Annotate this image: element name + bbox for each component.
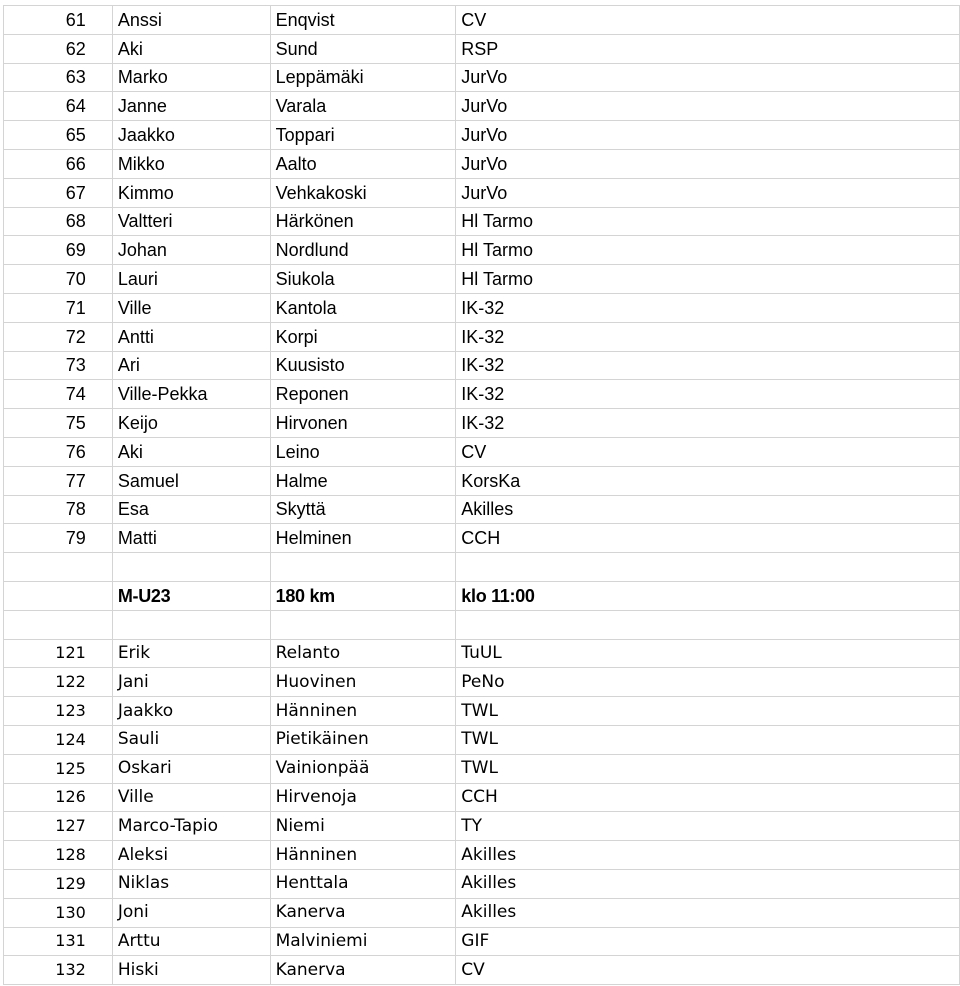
- club-cell[interactable]: Akilles: [456, 869, 960, 898]
- first-name-cell[interactable]: Keijo: [112, 409, 270, 438]
- club-cell[interactable]: IK-32: [456, 351, 960, 380]
- rider-row: [4, 409, 960, 438]
- first-name-cell[interactable]: Hiski: [112, 956, 270, 985]
- club-cell[interactable]: IK-32: [456, 293, 960, 322]
- last-name-cell[interactable]: Huovinen: [270, 668, 456, 697]
- club-cell[interactable]: Akilles: [456, 898, 960, 927]
- first-name-cell[interactable]: Samuel: [112, 466, 270, 495]
- club-cell[interactable]: GIF: [456, 927, 960, 956]
- start-number-cell[interactable]: 128: [4, 841, 113, 870]
- start-number-cell[interactable]: 73: [4, 351, 113, 380]
- first-name-cell[interactable]: Lauri: [112, 265, 270, 294]
- rider-row: [4, 34, 960, 63]
- club-cell[interactable]: TY: [456, 812, 960, 841]
- club-cell[interactable]: TWL: [456, 754, 960, 783]
- first-name-cell[interactable]: Anssi: [112, 6, 270, 35]
- rider-row: [4, 668, 960, 697]
- last-name-cell[interactable]: Sund: [270, 34, 456, 63]
- start-number-cell[interactable]: 61: [4, 6, 113, 35]
- club-cell[interactable]: Hl Tarmo: [456, 236, 960, 265]
- rider-row: [4, 149, 960, 178]
- start-number-cell[interactable]: 79: [4, 524, 113, 553]
- last-name-cell[interactable]: Malviniemi: [270, 927, 456, 956]
- rider-row: [4, 639, 960, 668]
- rider-row: [4, 495, 960, 524]
- first-name-cell[interactable]: Jaakko: [112, 121, 270, 150]
- last-name-cell[interactable]: Hirvonen: [270, 409, 456, 438]
- last-name-cell[interactable]: Niemi: [270, 812, 456, 841]
- last-name-cell[interactable]: Nordlund: [270, 236, 456, 265]
- first-name-cell[interactable]: Ville-Pekka: [112, 380, 270, 409]
- rider-row: [4, 754, 960, 783]
- last-name-cell[interactable]: Vehkakoski: [270, 178, 456, 207]
- first-name-cell[interactable]: Joni: [112, 898, 270, 927]
- rider-row: [4, 6, 960, 35]
- club-cell[interactable]: Hl Tarmo: [456, 207, 960, 236]
- last-name-cell[interactable]: Kantola: [270, 293, 456, 322]
- first-name-cell[interactable]: Marko: [112, 63, 270, 92]
- first-name-cell[interactable]: Sauli: [112, 725, 270, 754]
- rider-row: [4, 524, 960, 553]
- start-number-cell[interactable]: 66: [4, 149, 113, 178]
- start-number-cell[interactable]: 68: [4, 207, 113, 236]
- first-name-cell[interactable]: Kimmo: [112, 178, 270, 207]
- first-name-cell[interactable]: Valtteri: [112, 207, 270, 236]
- start-number-cell[interactable]: 132: [4, 956, 113, 985]
- class-name-cell[interactable]: M-U23: [112, 581, 270, 610]
- first-name-cell[interactable]: Matti: [112, 524, 270, 553]
- first-name-cell[interactable]: Ville: [112, 293, 270, 322]
- last-name-cell[interactable]: Henttala: [270, 869, 456, 898]
- first-name-cell[interactable]: Esa: [112, 495, 270, 524]
- club-cell[interactable]: CCH: [456, 783, 960, 812]
- last-name-cell[interactable]: Toppari: [270, 121, 456, 150]
- rider-row: [4, 725, 960, 754]
- last-name-cell[interactable]: Enqvist: [270, 6, 456, 35]
- start-number-cell[interactable]: 67: [4, 178, 113, 207]
- last-name-cell[interactable]: Kanerva: [270, 956, 456, 985]
- club-cell[interactable]: IK-32: [456, 380, 960, 409]
- club-cell[interactable]: JurVo: [456, 121, 960, 150]
- club-cell[interactable]: IK-32: [456, 322, 960, 351]
- start-number-cell[interactable]: 70: [4, 265, 113, 294]
- last-name-cell[interactable]: Leppämäki: [270, 63, 456, 92]
- rider-row: [4, 898, 960, 927]
- last-name-cell[interactable]: Helminen: [270, 524, 456, 553]
- start-number-cell[interactable]: 71: [4, 293, 113, 322]
- club-cell[interactable]: PeNo: [456, 668, 960, 697]
- start-list-sheet: [3, 5, 960, 985]
- rider-row: [4, 841, 960, 870]
- last-name-cell[interactable]: Hänninen: [270, 841, 456, 870]
- empty-cell[interactable]: [270, 610, 456, 639]
- last-name-cell[interactable]: Hirvenoja: [270, 783, 456, 812]
- last-name-cell[interactable]: Vainionpää: [270, 754, 456, 783]
- rider-row: [4, 380, 960, 409]
- first-name-cell[interactable]: Jani: [112, 668, 270, 697]
- first-name-cell[interactable]: Mikko: [112, 149, 270, 178]
- rider-row: [4, 236, 960, 265]
- rider-row: [4, 121, 960, 150]
- rider-row: [4, 178, 960, 207]
- start-number-cell[interactable]: 74: [4, 380, 113, 409]
- last-name-cell[interactable]: Halme: [270, 466, 456, 495]
- last-name-cell[interactable]: Reponen: [270, 380, 456, 409]
- empty-cell[interactable]: [270, 553, 456, 582]
- last-name-cell[interactable]: Relanto: [270, 639, 456, 668]
- rider-row: [4, 927, 960, 956]
- club-cell[interactable]: KorsKa: [456, 466, 960, 495]
- first-name-cell[interactable]: Marco-Tapio: [112, 812, 270, 841]
- club-cell[interactable]: RSP: [456, 34, 960, 63]
- class-heading-row: [4, 581, 960, 610]
- last-name-cell[interactable]: Härkönen: [270, 207, 456, 236]
- club-cell[interactable]: CCH: [456, 524, 960, 553]
- last-name-cell[interactable]: Hänninen: [270, 697, 456, 726]
- rider-row: [4, 956, 960, 985]
- rider-row: [4, 351, 960, 380]
- first-name-cell[interactable]: Aki: [112, 437, 270, 466]
- rider-row: [4, 293, 960, 322]
- first-name-cell[interactable]: Arttu: [112, 927, 270, 956]
- start-number-cell[interactable]: 62: [4, 34, 113, 63]
- start-number-cell[interactable]: 124: [4, 725, 113, 754]
- start-number-cell[interactable]: 78: [4, 495, 113, 524]
- last-name-cell[interactable]: Kuusisto: [270, 351, 456, 380]
- start-number-cell[interactable]: 123: [4, 697, 113, 726]
- rider-row: [4, 869, 960, 898]
- club-cell[interactable]: Akilles: [456, 841, 960, 870]
- start-number-cell[interactable]: 76: [4, 437, 113, 466]
- first-name-cell[interactable]: Antti: [112, 322, 270, 351]
- start-number-cell[interactable]: 126: [4, 783, 113, 812]
- start-number-cell[interactable]: 130: [4, 898, 113, 927]
- rider-row: [4, 92, 960, 121]
- club-cell[interactable]: CV: [456, 956, 960, 985]
- last-name-cell[interactable]: Kanerva: [270, 898, 456, 927]
- first-name-cell[interactable]: Ari: [112, 351, 270, 380]
- empty-cell[interactable]: [112, 553, 270, 582]
- empty-row: [4, 553, 960, 582]
- distance-cell[interactable]: 180 km: [270, 581, 456, 610]
- first-name-cell[interactable]: Ville: [112, 783, 270, 812]
- club-cell[interactable]: JurVo: [456, 92, 960, 121]
- empty-cell[interactable]: [112, 610, 270, 639]
- club-cell[interactable]: TuUL: [456, 639, 960, 668]
- start-number-cell[interactable]: 121: [4, 639, 113, 668]
- empty-cell[interactable]: [4, 610, 113, 639]
- start-time-cell[interactable]: klo 11:00: [456, 581, 960, 610]
- club-cell[interactable]: Akilles: [456, 495, 960, 524]
- start-number-cell[interactable]: 64: [4, 92, 113, 121]
- club-cell[interactable]: CV: [456, 437, 960, 466]
- rider-row: [4, 207, 960, 236]
- club-cell[interactable]: JurVo: [456, 149, 960, 178]
- start-number-cell[interactable]: 77: [4, 466, 113, 495]
- start-number-cell[interactable]: 129: [4, 869, 113, 898]
- club-cell[interactable]: JurVo: [456, 63, 960, 92]
- start-number-cell[interactable]: 63: [4, 63, 113, 92]
- club-cell[interactable]: JurVo: [456, 178, 960, 207]
- first-name-cell[interactable]: Jaakko: [112, 697, 270, 726]
- start-number-cell[interactable]: 72: [4, 322, 113, 351]
- start-number-cell[interactable]: 122: [4, 668, 113, 697]
- rider-row: [4, 265, 960, 294]
- empty-cell[interactable]: [4, 581, 113, 610]
- rider-row: [4, 812, 960, 841]
- last-name-cell[interactable]: Varala: [270, 92, 456, 121]
- rider-row: [4, 437, 960, 466]
- club-cell[interactable]: TWL: [456, 725, 960, 754]
- first-name-cell[interactable]: Oskari: [112, 754, 270, 783]
- first-name-cell[interactable]: Aki: [112, 34, 270, 63]
- last-name-cell[interactable]: Aalto: [270, 149, 456, 178]
- last-name-cell[interactable]: Korpi: [270, 322, 456, 351]
- first-name-cell[interactable]: Erik: [112, 639, 270, 668]
- club-cell[interactable]: TWL: [456, 697, 960, 726]
- last-name-cell[interactable]: Skyttä: [270, 495, 456, 524]
- first-name-cell[interactable]: Janne: [112, 92, 270, 121]
- rider-row: [4, 466, 960, 495]
- rider-row: [4, 63, 960, 92]
- last-name-cell[interactable]: Pietikäinen: [270, 725, 456, 754]
- club-cell[interactable]: IK-32: [456, 409, 960, 438]
- empty-cell[interactable]: [456, 553, 960, 582]
- start-number-cell[interactable]: 75: [4, 409, 113, 438]
- first-name-cell[interactable]: Johan: [112, 236, 270, 265]
- start-list-body: [4, 6, 960, 985]
- empty-row: [4, 610, 960, 639]
- start-number-cell[interactable]: 131: [4, 927, 113, 956]
- club-cell[interactable]: CV: [456, 6, 960, 35]
- club-cell[interactable]: Hl Tarmo: [456, 265, 960, 294]
- start-number-cell[interactable]: 65: [4, 121, 113, 150]
- last-name-cell[interactable]: Siukola: [270, 265, 456, 294]
- empty-cell[interactable]: [456, 610, 960, 639]
- start-number-cell[interactable]: 69: [4, 236, 113, 265]
- rider-row: [4, 697, 960, 726]
- first-name-cell[interactable]: Niklas: [112, 869, 270, 898]
- rider-row: [4, 322, 960, 351]
- start-number-cell[interactable]: 125: [4, 754, 113, 783]
- last-name-cell[interactable]: Leino: [270, 437, 456, 466]
- first-name-cell[interactable]: Aleksi: [112, 841, 270, 870]
- rider-row: [4, 783, 960, 812]
- start-number-cell[interactable]: 127: [4, 812, 113, 841]
- empty-cell[interactable]: [4, 553, 113, 582]
